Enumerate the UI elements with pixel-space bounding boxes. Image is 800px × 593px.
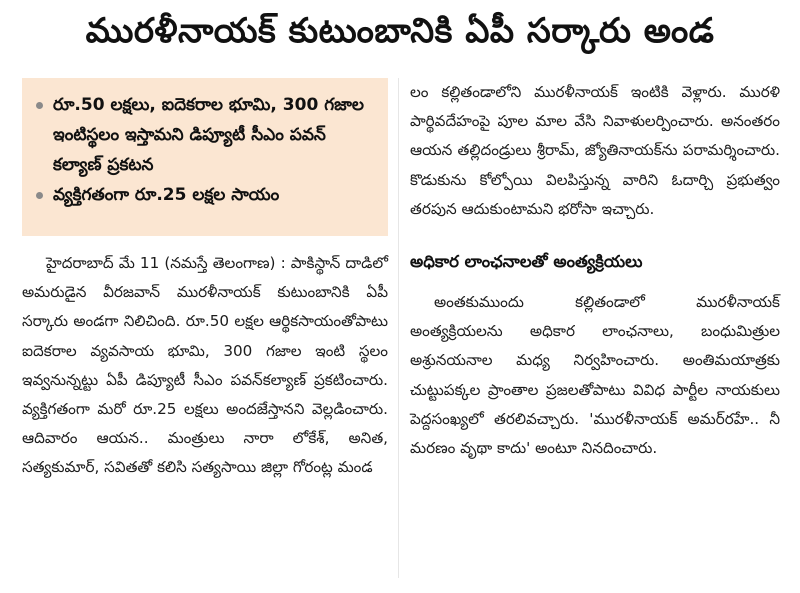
left-column bbox=[22, 78, 388, 483]
highlight-text: వ్యక్తిగతంగా రూ.25 లక్షల సాయం bbox=[53, 185, 280, 205]
column-divider bbox=[398, 78, 399, 578]
article-paragraph: అంతకుముందు కల్లితండాలో మురళీనాయక్ అంత్యక్రియలను అధికార లాంఛనాలు, బంధుమిత్రుల అశ్రునయనాల మధ్య నిర్వహించారు. అంతిమయాత్రకు చుట్టుపక్కల ప్రాంతాల ప్రజలతోపాటు వివిధ పార్టీల నాయకులు పెద్దసంఖ్యలో తరలివచ్చారు. 'మురళీనాయక్ అమర్‌రహే.. నీ మరణం వృథా కాదు' అంటూ నినదించారు. bbox=[410, 293, 780, 458]
highlight-item bbox=[34, 90, 378, 180]
article-headline: మురళీనాయక్ కుటుంబానికి ఏపీ సర్కారు అండ bbox=[85, 11, 715, 51]
article-paragraph-continued: లం కల్లితండాలోని మురళీనాయక్ ఇంటికి వెళ్లారు. మురళి పార్థివదేహంపై పూల మాల వేసి నివాళులర్పించారు. అనంతరం ఆయన తల్లిదండ్రులు శ్రీరామ్, జ్యోతినాయక్‌ను పరామర్శించారు. కొడుకును కోల్పోయి విలపిస్తున్న వారిని ఓదార్చి ప్రభుత్వం తరపున ఆదుకుంటామని భరోసా ఇచ్చారు. bbox=[410, 83, 780, 218]
article-subheading: అధికార లాంఛనాలతో అంత్యక్రియలు bbox=[410, 252, 643, 272]
right-column bbox=[410, 78, 780, 463]
highlight-item bbox=[34, 180, 378, 210]
bullet-icon bbox=[36, 192, 43, 199]
bullet-icon bbox=[36, 102, 43, 109]
highlight-text: రూ.50 లక్షలు, ఐదెకరాల భూమి, 300 గజాల ఇంటిస్థలం ఇస్తామని డిప్యూటీ సీఎం పవన్ కల్యాణ్ ప్రకటన bbox=[53, 95, 364, 175]
article-paragraph: హైదరాబాద్ మే 11 (నమస్తే తెలంగాణ) : పాకిస్థాన్ దాడిలో అమరుడైన వీరజవాన్ మురళీనాయక్ కుటుంబానికి ఏపీ సర్కారు అండగా నిలిచింది. రూ.50 లక్షల ఆర్థికసాయంతోపాటు ఐదెకరాల వ్యవసాయ భూమి, 300 గజాల ఇంటి స్థలం ఇవ్వనున్నట్టు ఏపీ డిప్యూటీ సీఎం పవన్‌కల్యాణ్ ప్రకటించారు. వ్యక్తిగతంగా మరో రూ.25 లక్షలు అందజేస్తానని వెల్లడించారు. ఆదివారం ఆయన.. మంత్రులు నారా లోకేశ్, అనిత, సత్యకుమార్, సవితతో కలిసి సత్యసాయి జిల్లా గోరంట్ల మండ bbox=[22, 254, 388, 477]
highlight-box bbox=[22, 78, 388, 236]
